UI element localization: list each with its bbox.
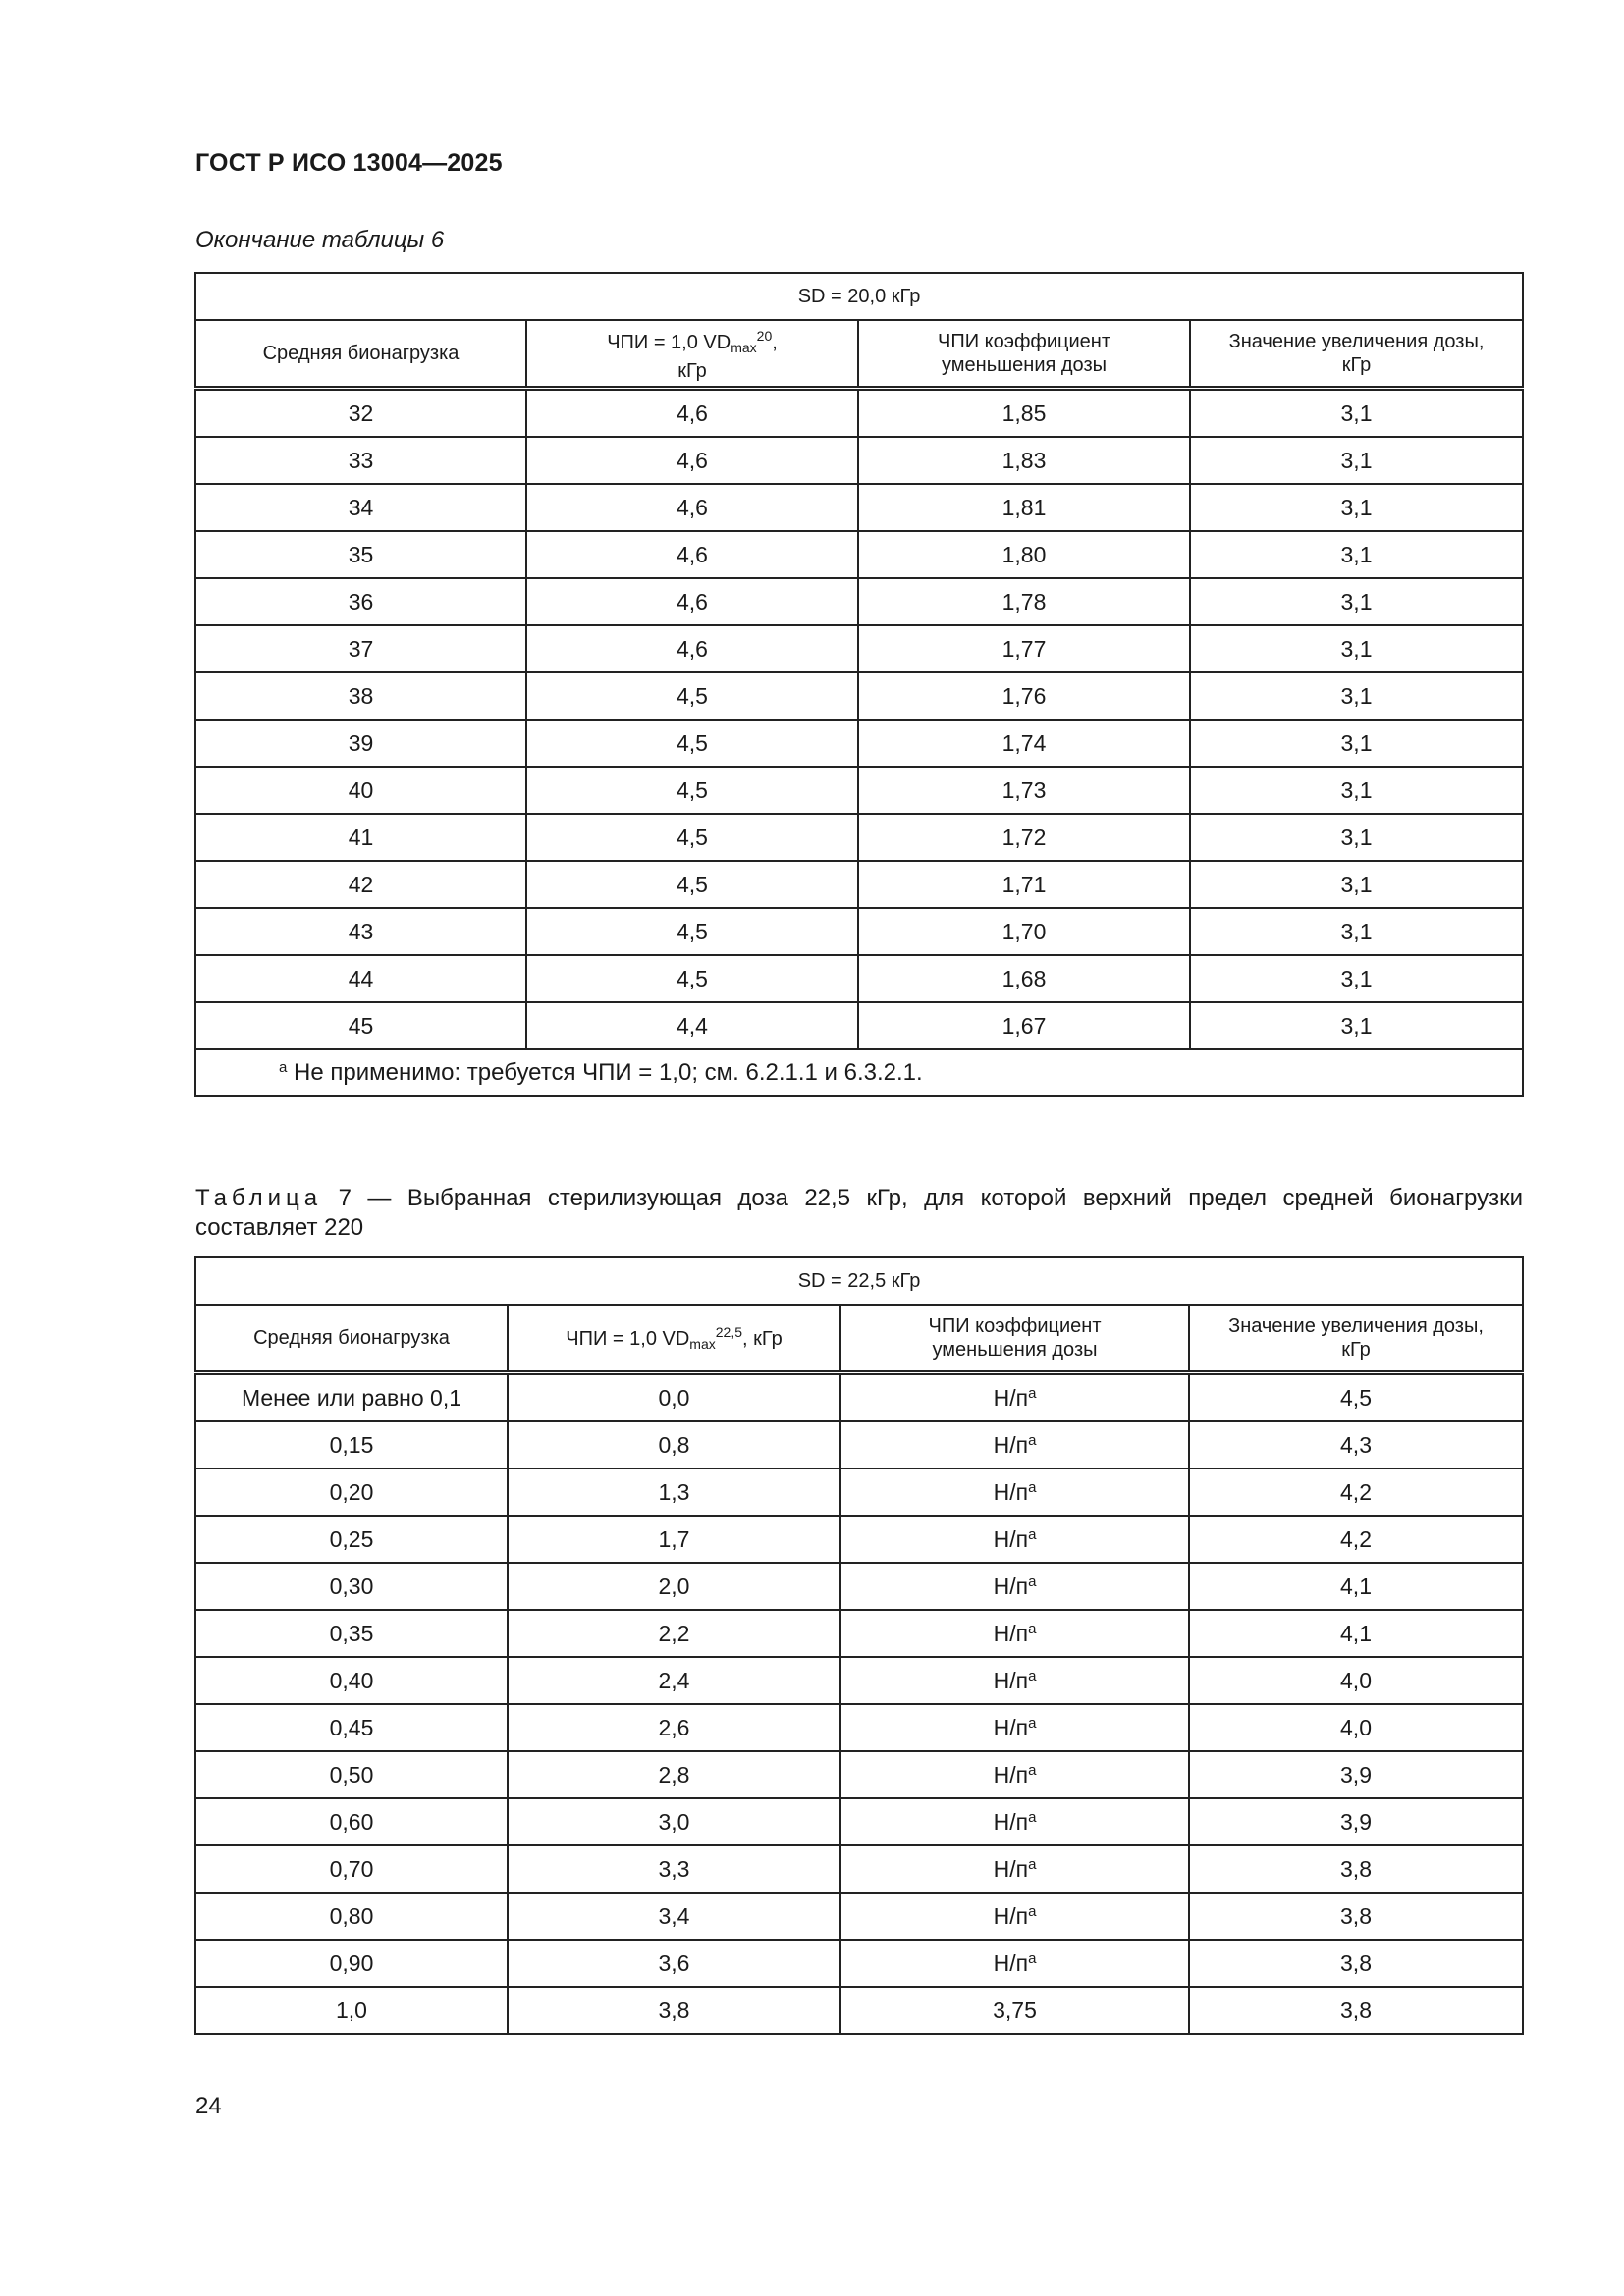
table-cell: 3,0 xyxy=(508,1798,840,1845)
table-cell: 3,9 xyxy=(1189,1798,1523,1845)
table-cell xyxy=(840,1751,1189,1798)
table-row xyxy=(195,814,1523,861)
table-cell: 33 xyxy=(195,437,526,484)
table-cell: 3,75 xyxy=(840,1987,1189,2034)
document-header: ГОСТ Р ИСО 13004—2025 xyxy=(195,149,503,177)
na-label: Н/п xyxy=(993,1620,1029,1646)
na-footnote-marker: a xyxy=(1028,1431,1037,1449)
na-label: Н/п xyxy=(993,1714,1029,1740)
table-cell: 1,68 xyxy=(858,955,1190,1002)
table-cell: 4,1 xyxy=(1189,1563,1523,1610)
na-label: Н/п xyxy=(993,1525,1029,1552)
table-cell: 3,1 xyxy=(1190,437,1523,484)
table-row xyxy=(195,1468,1523,1516)
table-cell: 1,81 xyxy=(858,484,1190,531)
table-row xyxy=(195,720,1523,767)
table-cell: 34 xyxy=(195,484,526,531)
na-footnote-marker: a xyxy=(1028,1855,1037,1873)
na-footnote-marker: a xyxy=(1028,1478,1037,1496)
table-cell: 1,67 xyxy=(858,1002,1190,1049)
table-cell: 1,0 xyxy=(195,1987,508,2034)
table-cell: 3,8 xyxy=(1189,1987,1523,2034)
table-row xyxy=(195,1002,1523,1049)
table-cell: 4,5 xyxy=(1189,1373,1523,1422)
table-cell: 0,0 xyxy=(508,1373,840,1422)
na-label: Н/п xyxy=(993,1761,1029,1788)
table-cell: 4,2 xyxy=(1189,1468,1523,1516)
table-row xyxy=(195,1751,1523,1798)
table7-col-reduction-factor: ЧПИ коэффициент уменьшения дозы xyxy=(840,1305,1189,1373)
na-footnote-marker: a xyxy=(1028,1949,1037,1967)
table7-col-dose-increment: Значение увеличения дозы, кГр xyxy=(1189,1305,1523,1373)
table-cell: 4,6 xyxy=(526,389,858,438)
table-cell: 36 xyxy=(195,578,526,625)
table-cell: 4,5 xyxy=(526,767,858,814)
table-cell: 4,0 xyxy=(1189,1657,1523,1704)
table-cell: 0,60 xyxy=(195,1798,508,1845)
footnote-marker: a xyxy=(279,1059,288,1076)
table-cell: 4,4 xyxy=(526,1002,858,1049)
table6-col-reduction-factor: ЧПИ коэффициент уменьшения дозы xyxy=(858,320,1190,389)
na-footnote-marker: a xyxy=(1028,1620,1037,1637)
table6-col-bioburden: Средняя бионагрузка xyxy=(195,320,526,389)
table-cell: 41 xyxy=(195,814,526,861)
table-7 xyxy=(194,1256,1524,2035)
table-cell: 0,15 xyxy=(195,1421,508,1468)
na-footnote-marker: a xyxy=(1028,1384,1037,1402)
table-cell: 4,5 xyxy=(526,861,858,908)
table-cell xyxy=(840,1893,1189,1940)
table-row xyxy=(195,955,1523,1002)
table-cell: 4,6 xyxy=(526,437,858,484)
table-cell: 3,1 xyxy=(1190,1002,1523,1049)
table-cell: 4,5 xyxy=(526,720,858,767)
table-cell: 0,40 xyxy=(195,1657,508,1704)
na-label: Н/п xyxy=(993,1384,1029,1411)
table-row xyxy=(195,437,1523,484)
na-label: Н/п xyxy=(993,1855,1029,1882)
na-footnote-marker: a xyxy=(1028,1714,1037,1732)
table-cell: 3,8 xyxy=(1189,1940,1523,1987)
table-cell: 3,1 xyxy=(1190,908,1523,955)
table-cell xyxy=(840,1704,1189,1751)
table-cell: 0,90 xyxy=(195,1940,508,1987)
table-cell: 4,6 xyxy=(526,484,858,531)
table-cell: 0,30 xyxy=(195,1563,508,1610)
table-row xyxy=(195,389,1523,438)
table7-sd-header: SD = 22,5 кГр xyxy=(195,1257,1523,1305)
table-cell xyxy=(840,1421,1189,1468)
table-cell: 3,1 xyxy=(1190,389,1523,438)
table-cell: 1,3 xyxy=(508,1468,840,1516)
table-cell: 0,25 xyxy=(195,1516,508,1563)
table-cell: 2,6 xyxy=(508,1704,840,1751)
table-cell: 1,78 xyxy=(858,578,1190,625)
table-cell: 4,6 xyxy=(526,578,858,625)
table-row xyxy=(195,908,1523,955)
na-footnote-marker: a xyxy=(1028,1573,1037,1590)
table-cell: 4,0 xyxy=(1189,1704,1523,1751)
table-cell: 44 xyxy=(195,955,526,1002)
table-cell: 2,4 xyxy=(508,1657,840,1704)
table-row xyxy=(195,1987,1523,2034)
table-cell: 38 xyxy=(195,672,526,720)
table-cell: 4,6 xyxy=(526,625,858,672)
table-cell xyxy=(840,1468,1189,1516)
na-label: Н/п xyxy=(993,1478,1029,1505)
na-label: Н/п xyxy=(993,1808,1029,1835)
table-cell: 1,80 xyxy=(858,531,1190,578)
table-cell xyxy=(840,1516,1189,1563)
table-row xyxy=(195,1421,1523,1468)
table-row xyxy=(195,1798,1523,1845)
table-row xyxy=(195,625,1523,672)
table-row xyxy=(195,1373,1523,1422)
table-row xyxy=(195,1845,1523,1893)
table-cell xyxy=(840,1657,1189,1704)
table-cell: 1,7 xyxy=(508,1516,840,1563)
table-cell: 0,50 xyxy=(195,1751,508,1798)
table-cell: 3,1 xyxy=(1190,672,1523,720)
table-cell: 3,9 xyxy=(1189,1751,1523,1798)
na-label: Н/п xyxy=(993,1949,1029,1976)
table-row xyxy=(195,531,1523,578)
table-cell: 3,8 xyxy=(508,1987,840,2034)
table-cell xyxy=(840,1610,1189,1657)
table-row xyxy=(195,484,1523,531)
table6-sd-header: SD = 20,0 кГр xyxy=(195,273,1523,320)
table-cell: 2,0 xyxy=(508,1563,840,1610)
na-label: Н/п xyxy=(993,1573,1029,1599)
table7-col-vdmax: ЧПИ = 1,0 $VD_{max}^{22,5}$, кГр xyxy=(508,1305,840,1373)
table6-col-vdmax: ЧПИ = 1,0 $VD_{max}^{20}$, кГр xyxy=(526,320,858,389)
table6-footnote xyxy=(195,1049,1523,1096)
table-cell: 3,3 xyxy=(508,1845,840,1893)
table-cell: 3,4 xyxy=(508,1893,840,1940)
table7-caption xyxy=(195,1184,1523,1243)
table7-caption-label: Таблица xyxy=(195,1185,323,1211)
na-footnote-marker: a xyxy=(1028,1761,1037,1779)
table-6 xyxy=(194,272,1524,1097)
table-cell: 3,1 xyxy=(1190,578,1523,625)
table-row xyxy=(195,672,1523,720)
table-cell xyxy=(840,1373,1189,1422)
na-footnote-marker: a xyxy=(1028,1808,1037,1826)
table-cell: 3,1 xyxy=(1190,955,1523,1002)
table-cell: 4,6 xyxy=(526,531,858,578)
table6-continuation-label: Окончание таблицы 6 xyxy=(195,227,445,253)
table-cell: 1,83 xyxy=(858,437,1190,484)
na-label: Н/п xyxy=(993,1902,1029,1929)
table-cell: Менее или равно 0,1 xyxy=(195,1373,508,1422)
table-cell: 3,1 xyxy=(1190,484,1523,531)
table-cell: 43 xyxy=(195,908,526,955)
table-cell: 1,77 xyxy=(858,625,1190,672)
table-row xyxy=(195,1704,1523,1751)
table-cell xyxy=(840,1798,1189,1845)
table-cell: 1,74 xyxy=(858,720,1190,767)
na-footnote-marker: a xyxy=(1028,1525,1037,1543)
table-cell: 3,6 xyxy=(508,1940,840,1987)
table-cell: 1,73 xyxy=(858,767,1190,814)
table-cell: 3,1 xyxy=(1190,625,1523,672)
table7-body xyxy=(195,1373,1523,2035)
table-cell: 0,35 xyxy=(195,1610,508,1657)
table-cell: 39 xyxy=(195,720,526,767)
table-cell: 4,5 xyxy=(526,672,858,720)
table7-caption-text: 7 — Выбранная стерилизующая доза 22,5 кГр, для которой верхний предел средней бионагрузки составляет 220 xyxy=(195,1185,1523,1241)
table-cell: 0,80 xyxy=(195,1893,508,1940)
table-cell: 42 xyxy=(195,861,526,908)
table6-col-dose-increment: Значение увеличения дозы, кГр xyxy=(1190,320,1523,389)
table-cell xyxy=(840,1940,1189,1987)
table-row xyxy=(195,861,1523,908)
table-cell: 1,70 xyxy=(858,908,1190,955)
table-cell: 0,45 xyxy=(195,1704,508,1751)
table-cell: 2,8 xyxy=(508,1751,840,1798)
table-row xyxy=(195,1516,1523,1563)
table-cell: 3,1 xyxy=(1190,531,1523,578)
page-number: 24 xyxy=(195,2093,222,2119)
na-footnote-marker: a xyxy=(1028,1902,1037,1920)
table-cell: 3,8 xyxy=(1189,1845,1523,1893)
table-cell: 4,5 xyxy=(526,814,858,861)
table-row xyxy=(195,1940,1523,1987)
table-cell: 0,8 xyxy=(508,1421,840,1468)
table-cell: 0,20 xyxy=(195,1468,508,1516)
table-cell: 3,8 xyxy=(1189,1893,1523,1940)
table-cell: 0,70 xyxy=(195,1845,508,1893)
table-row xyxy=(195,1657,1523,1704)
table7-col-bioburden: Средняя бионагрузка xyxy=(195,1305,508,1373)
table-row xyxy=(195,767,1523,814)
table6-body xyxy=(195,389,1523,1050)
table-cell: 3,1 xyxy=(1190,720,1523,767)
table-cell: 4,5 xyxy=(526,908,858,955)
table-cell: 37 xyxy=(195,625,526,672)
table-cell: 40 xyxy=(195,767,526,814)
table-cell: 1,72 xyxy=(858,814,1190,861)
na-label: Н/п xyxy=(993,1431,1029,1458)
table-cell: 4,3 xyxy=(1189,1421,1523,1468)
table-cell: 4,1 xyxy=(1189,1610,1523,1657)
table-row xyxy=(195,1610,1523,1657)
table-row xyxy=(195,578,1523,625)
table-cell: 3,1 xyxy=(1190,814,1523,861)
na-footnote-marker: a xyxy=(1028,1667,1037,1684)
table-cell: 35 xyxy=(195,531,526,578)
table-cell: 32 xyxy=(195,389,526,438)
na-label: Н/п xyxy=(993,1667,1029,1693)
table-row xyxy=(195,1563,1523,1610)
table-cell: 2,2 xyxy=(508,1610,840,1657)
table-row xyxy=(195,1893,1523,1940)
table-cell xyxy=(840,1563,1189,1610)
table-cell xyxy=(840,1845,1189,1893)
table-cell: 45 xyxy=(195,1002,526,1049)
table-cell: 1,85 xyxy=(858,389,1190,438)
table-cell: 3,1 xyxy=(1190,861,1523,908)
table-cell: 1,76 xyxy=(858,672,1190,720)
table-cell: 3,1 xyxy=(1190,767,1523,814)
table-cell: 1,71 xyxy=(858,861,1190,908)
table-cell: 4,2 xyxy=(1189,1516,1523,1563)
footnote-text: Не применимо: требуется ЧПИ = 1,0; см. 6.2.1.1 и 6.3.2.1. xyxy=(287,1059,923,1086)
table-cell: 4,5 xyxy=(526,955,858,1002)
